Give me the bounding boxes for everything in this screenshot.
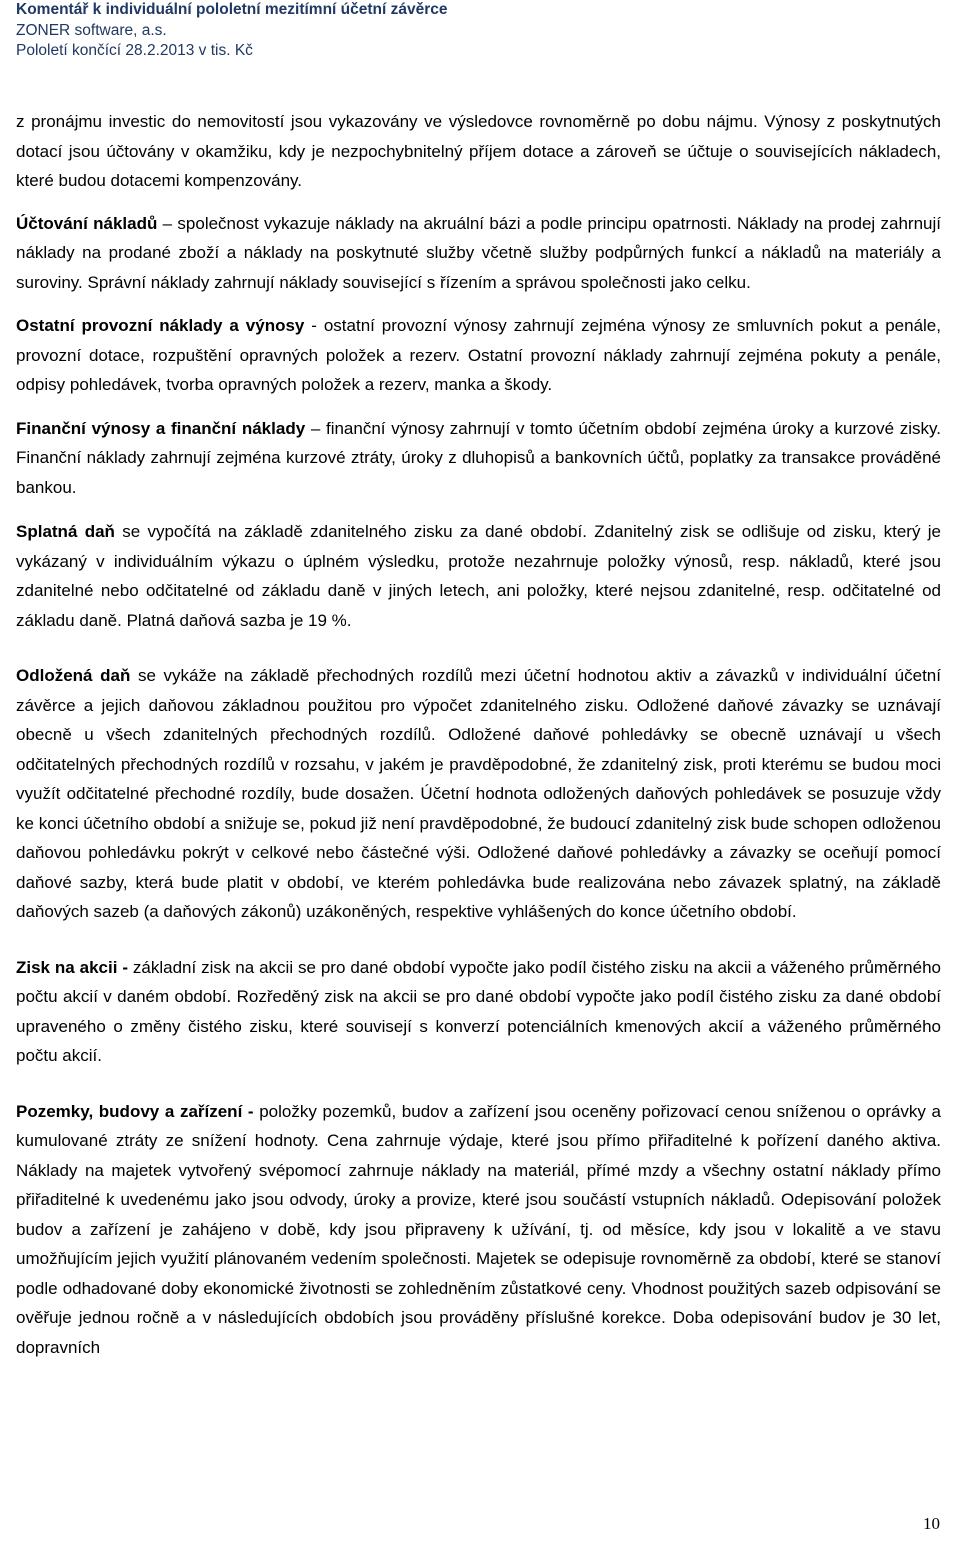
paragraph-term: Pozemky, budovy a zařízení - xyxy=(16,1101,254,1121)
paragraph-expense-accounting xyxy=(16,209,941,298)
paragraph-term: Odložená daň xyxy=(16,666,131,685)
paragraph-rental-income xyxy=(16,107,941,196)
paragraph-term: Ostatní provozní náklady a výnosy xyxy=(16,316,305,335)
paragraph-text: – finanční výnosy zahrnují v tomto účetním období zejména úroky a kurzové zisky. Finanční náklady zahrnují zejména kurzové ztráty, úroky z dluhopisů a bankovních účtů, poplatky za transakce prováděné bankou. xyxy=(16,418,941,497)
paragraph-current-tax xyxy=(16,517,941,635)
paragraph-term: Zisk na akcii - xyxy=(16,957,129,977)
paragraph-text: – společnost vykazuje náklady na akruální bázi a podle principu opatrnosti. Náklady na prodej zahrnují náklady na prodané zboží a náklady na poskytnuté služby včetně služby podpůrných funkcí a nákladů na materiály a suroviny. Správní náklady zahrnují náklady související s řízením a správou společnosti jako celku. xyxy=(16,213,941,292)
paragraph-term: Finanční výnosy a finanční náklady xyxy=(16,418,306,438)
paragraph-term: Účtování nákladů xyxy=(16,213,158,233)
paragraph-text: položky pozemků, budov a zařízení jsou oceněny pořizovací cenou sníženou o oprávky a kumulované ztráty ze snížení hodnoty. Cena zahrnuje výdaje, které jsou přímo přiřaditelné k pořízení daného aktiva. Náklady na majetek vytvořený svépomocí zahrnuje náklady na materiál, přímé mzdy a všechny ostatní náklady přímo přiřaditelné k uvedenému jako jsou odvody, úroky a provize, které jsou součástí vstupních nákladů. Odepisování položek budov a zařízení je zahájeno v době, kdy jsou připraveny k užívání, tj. od měsíce, kdy jsou v lokalitě a ve stavu umožňujícím jejich využití plánovaném vedením společnosti. Majetek se odepisuje rovnoměrně za období, které se stanoví podle odhadované doby ekonomické životnosti se zohledněním zůstatkové ceny. Vhodnost použitých sazeb odpisování se ověřuje jednou ročně a v následujících obdobích jsou prováděny příslušné korekce. Doba odepisování budov je 30 let, dopravních xyxy=(16,1101,941,1357)
paragraph-financial xyxy=(16,414,941,503)
page-number: 10 xyxy=(923,1514,940,1533)
paragraph-term: Splatná daň xyxy=(16,522,115,541)
paragraph-text: se vykáže na základě přechodných rozdílů mezi účetní hodnotou aktiv a závazků v individuální účetní závěrce a jejich daňovou základnou použitou pro výpočet zdanitelného zisku. Odložené daňové závazky se uznávají obecně u všech zdanitelných přechodných rozdílů. Odložené daňové pohledávky se obecně uznávají u všech odčitatelných přechodných rozdílů v rozsahu, v jakém je pravděpodobné, že zdanitelný zisk, proti kterému se budou moci využít odčitatelné přechodné rozdíly, bude dosažen. Účetní hodnota odložených daňových pohledávek se posuzuje vždy ke konci účetního období a snižuje se, pokud již není pravděpodobné, že budoucí zdanitelný zisk bude schopen odloženou daňovou pohledávku pokrýt v celkové nebo částečné výši. Odložené daňové pohledávky a závazky se oceňují pomocí daňové sazby, která bude platit v období, ve kterém pohledávka bude realizována nebo závazek splatný, na základě daňových sazeb (a daňových zákonů) uzákoněných, respektive vyhlášených do konce účetního období. xyxy=(16,666,941,921)
document-title: Komentář k individuální pololetní mezitímní účetní závěrce xyxy=(16,1,448,18)
paragraph-deferred-tax xyxy=(16,661,941,927)
paragraph-text: z pronájmu investic do nemovitostí jsou vykazovány ve výsledovce rovnoměrně po dobu nájmu. Výnosy z poskytnutých dotací jsou účtovány v okamžiku, kdy je nezpochybnitelný příjem dotace a zároveň se účtuje o souvisejících nákladech, které budou dotacemi kompenzovány. xyxy=(16,112,941,190)
page-header xyxy=(16,0,946,62)
paragraph-text: základní zisk na akcii se pro dané období vypočte jako podíl čistého zisku na akcii a váženého průměrného počtu akcií v daném období. Rozředěný zisk na akcii se pro dané období vypočte jako podíl čistého zisku za dané období upraveného o změny čistého zisku, které souvisejí s konverzí potenciálních kmenových akcií a váženého průměrného počtu akcií. xyxy=(16,957,941,1065)
paragraph-other-operating xyxy=(16,311,941,400)
paragraph-property-plant-equipment xyxy=(16,1097,941,1363)
paragraph-earnings-per-share xyxy=(16,953,941,1071)
company-name: ZONER software, a.s. xyxy=(16,21,167,39)
document-body xyxy=(16,107,941,1362)
paragraph-text: se vypočítá na základě zdanitelného zisku za dané období. Zdanitelný zisk se odlišuje od zisku, který je vykázaný v individuálním výkazu o úplném výsledku, protože nezahrnuje položky výnosů, resp. nákladů, které jsou zdanitelné nebo odčitatelné od základu daně v jiných letech, ani položky, které nejsou zdanitelné, resp. odčitatelné od základu daně. Platná daňová sazba je 19 %. xyxy=(16,522,941,630)
paragraph-text: - ostatní provozní výnosy zahrnují zejména výnosy ze smluvních pokut a penále, provozní dotace, rozpuštění opravných položek a rezerv. Ostatní provozní náklady zahrnují zejména pokuty a penále, odpisy pohledávek, tvorba opravných položek a rezerv, manka a škody. xyxy=(16,316,941,394)
period-label: Pololetí končící 28.2.2013 v tis. Kč xyxy=(16,42,253,59)
